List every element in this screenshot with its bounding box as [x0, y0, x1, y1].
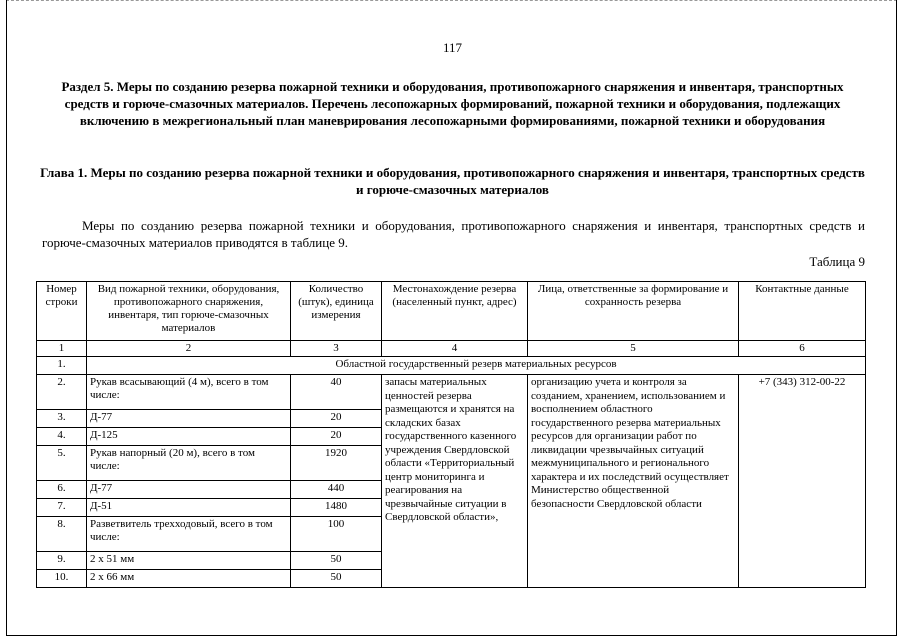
- row-number: 9.: [37, 552, 87, 570]
- row-quantity: 20: [291, 428, 382, 446]
- header-location: Местонахождение резерва (населенный пункт, адрес): [382, 282, 528, 341]
- row-quantity: 50: [291, 570, 382, 588]
- chapter-title: Глава 1. Меры по созданию резерва пожарной техники и оборудования, противопожарного снаряжения и инвентаря, транспортных средств и горюче-смазочных материалов: [40, 165, 865, 197]
- group-row: [37, 357, 866, 375]
- row-quantity: 440: [291, 481, 382, 499]
- row-quantity: 50: [291, 552, 382, 570]
- contact-cell: +7 (343) 312-00-22: [739, 375, 866, 588]
- row-number: 5.: [37, 446, 87, 481]
- row-quantity: 1480: [291, 499, 382, 517]
- row-item: Д-77: [87, 410, 291, 428]
- column-number: 6: [739, 341, 866, 357]
- row-item: Д-77: [87, 481, 291, 499]
- column-number: 1: [37, 341, 87, 357]
- row-item: 2 х 66 мм: [87, 570, 291, 588]
- column-number: 4: [382, 341, 528, 357]
- row-quantity: 20: [291, 410, 382, 428]
- header-responsible: Лица, ответственные за формирование и сохранность резерва: [528, 282, 739, 341]
- row-number: 10.: [37, 570, 87, 588]
- row-number: 2.: [37, 375, 87, 410]
- responsible-cell: организацию учета и контроля за созданием, хранением, использованием и восполнением областного государственного резерва материальных ресурсов для организации работ по ликвидации чрезвычайных ситуаций межмуниципального и регионального характера и их последствий осуществляет Министерство общественной безопасности Свердловской области: [528, 375, 739, 588]
- column-number: 5: [528, 341, 739, 357]
- row-item: Разветвитель трехходовый, всего в том числе:: [87, 517, 291, 552]
- header-contact: Контактные данные: [739, 282, 866, 341]
- intro-paragraph: Меры по созданию резерва пожарной техники и оборудования, противопожарного снаряжения и инвентаря, транспортных средств и горюче-смазочных материалов приводятся в таблице 9.: [42, 218, 865, 250]
- table-caption: Таблица 9: [809, 254, 865, 269]
- row-number: 8.: [37, 517, 87, 552]
- row-quantity: 1920: [291, 446, 382, 481]
- row-quantity: 40: [291, 375, 382, 410]
- column-numbers-row: [37, 341, 866, 357]
- row-number: 6.: [37, 481, 87, 499]
- row-number: 3.: [37, 410, 87, 428]
- column-number: 2: [87, 341, 291, 357]
- header-row-number: Номер строки: [37, 282, 87, 341]
- header-quantity: Количество (штук), единица измерения: [291, 282, 382, 341]
- location-cell: запасы материальных ценностей резерва размещаются и хранятся на складских базах государственного казенного учреждения Свердловской области «Территориальный центр мониторинга и реагирования на чрезвычайные ситуации в Свердловской области»,: [382, 375, 528, 588]
- row-item: Д-125: [87, 428, 291, 446]
- row-item: Рукав напорный (20 м), всего в том числе:: [87, 446, 291, 481]
- table-header-row: [37, 282, 866, 341]
- row-item: 2 х 51 мм: [87, 552, 291, 570]
- reserve-table: [36, 281, 866, 588]
- row-item: Д-51: [87, 499, 291, 517]
- column-number: 3: [291, 341, 382, 357]
- header-equipment-type: Вид пожарной техники, оборудования, противопожарного снаряжения, инвентаря, тип горюче-смазочных материалов: [87, 282, 291, 341]
- page-number: 117: [442, 40, 463, 55]
- row-number: 4.: [37, 428, 87, 446]
- row-item: Рукав всасывающий (4 м), всего в том числе:: [87, 375, 291, 410]
- section-title: Раздел 5. Меры по созданию резерва пожарной техники и оборудования, противопожарного снаряжения и инвентаря, транспортных средств и горюче-смазочных материалов. Перечень лесопожарных формирований, пожарной техники и оборудования, подлежащих включению в межрегиональный план маневрирования лесопожарными формированиями, пожарной техники и оборудования: [61, 79, 844, 128]
- row-number: 1.: [37, 357, 87, 375]
- table-row: [37, 375, 866, 410]
- row-quantity: 100: [291, 517, 382, 552]
- group-label: Областной государственный резерв материальных ресурсов: [87, 357, 866, 375]
- row-number: 7.: [37, 499, 87, 517]
